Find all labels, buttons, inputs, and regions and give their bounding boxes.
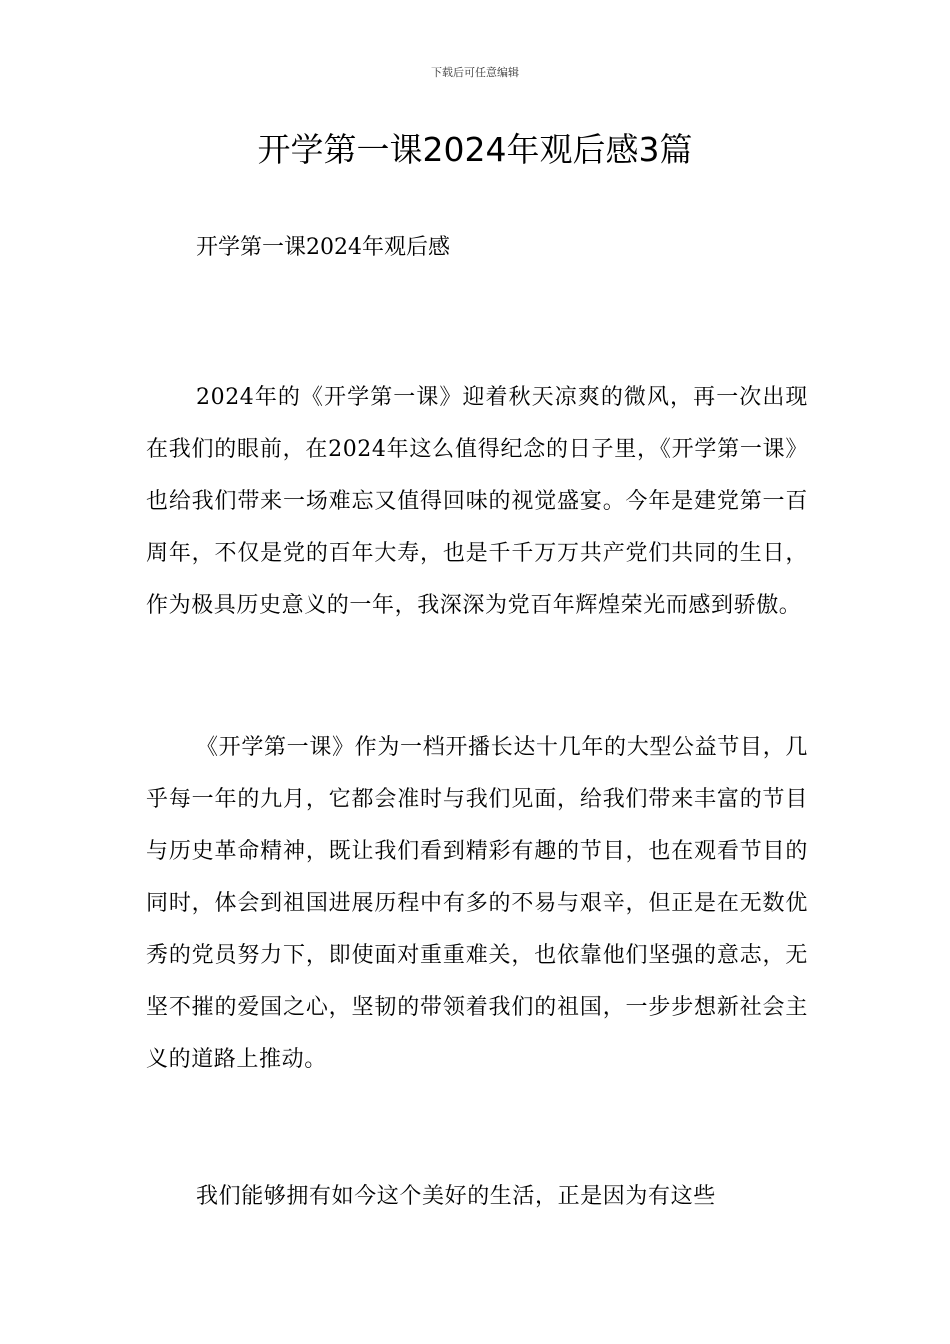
document-title: 开学第一课2024年观后感3篇: [257, 130, 693, 169]
paragraph-2: 《开学第一课》作为一档开播长达十几年的大型公益节目，几乎每一年的九月，它都会准时与我们见面，给我们带来丰富的节目与历史革命精神，既让我们看到精彩有趣的节目，也在观看节目的同时，体会到祖国进展历程中有多的不易与艰辛，但正是在无数优秀的党员努力下，即使面对重重难关，也依靠他们坚强的意志，无坚不摧的爱国之心，坚韧的带领着我们的祖国，一步步想新社会主义的道路上推动。: [146, 735, 808, 1072]
section-subtitle: 开学第一课2024年观后感: [196, 235, 450, 260]
paragraph-3: 我们能够拥有如今这个美好的生活，正是因为有这些: [196, 1184, 716, 1209]
paragraph-1: 2024年的《开学第一课》迎着秋天凉爽的微风，再一次出现在我们的眼前，在2024年这么值得纪念的日子里，《开学第一课》也给我们带来一场难忘又值得回味的视觉盛宴。今年是建党第一百周年，不仅是党的百年大寿，也是千千万万共产党们共同的生日，作为极具历史意义的一年，我深深为党百年辉煌荣光而感到骄傲。: [146, 385, 808, 618]
header-note: 下载后可任意编辑: [431, 66, 519, 79]
